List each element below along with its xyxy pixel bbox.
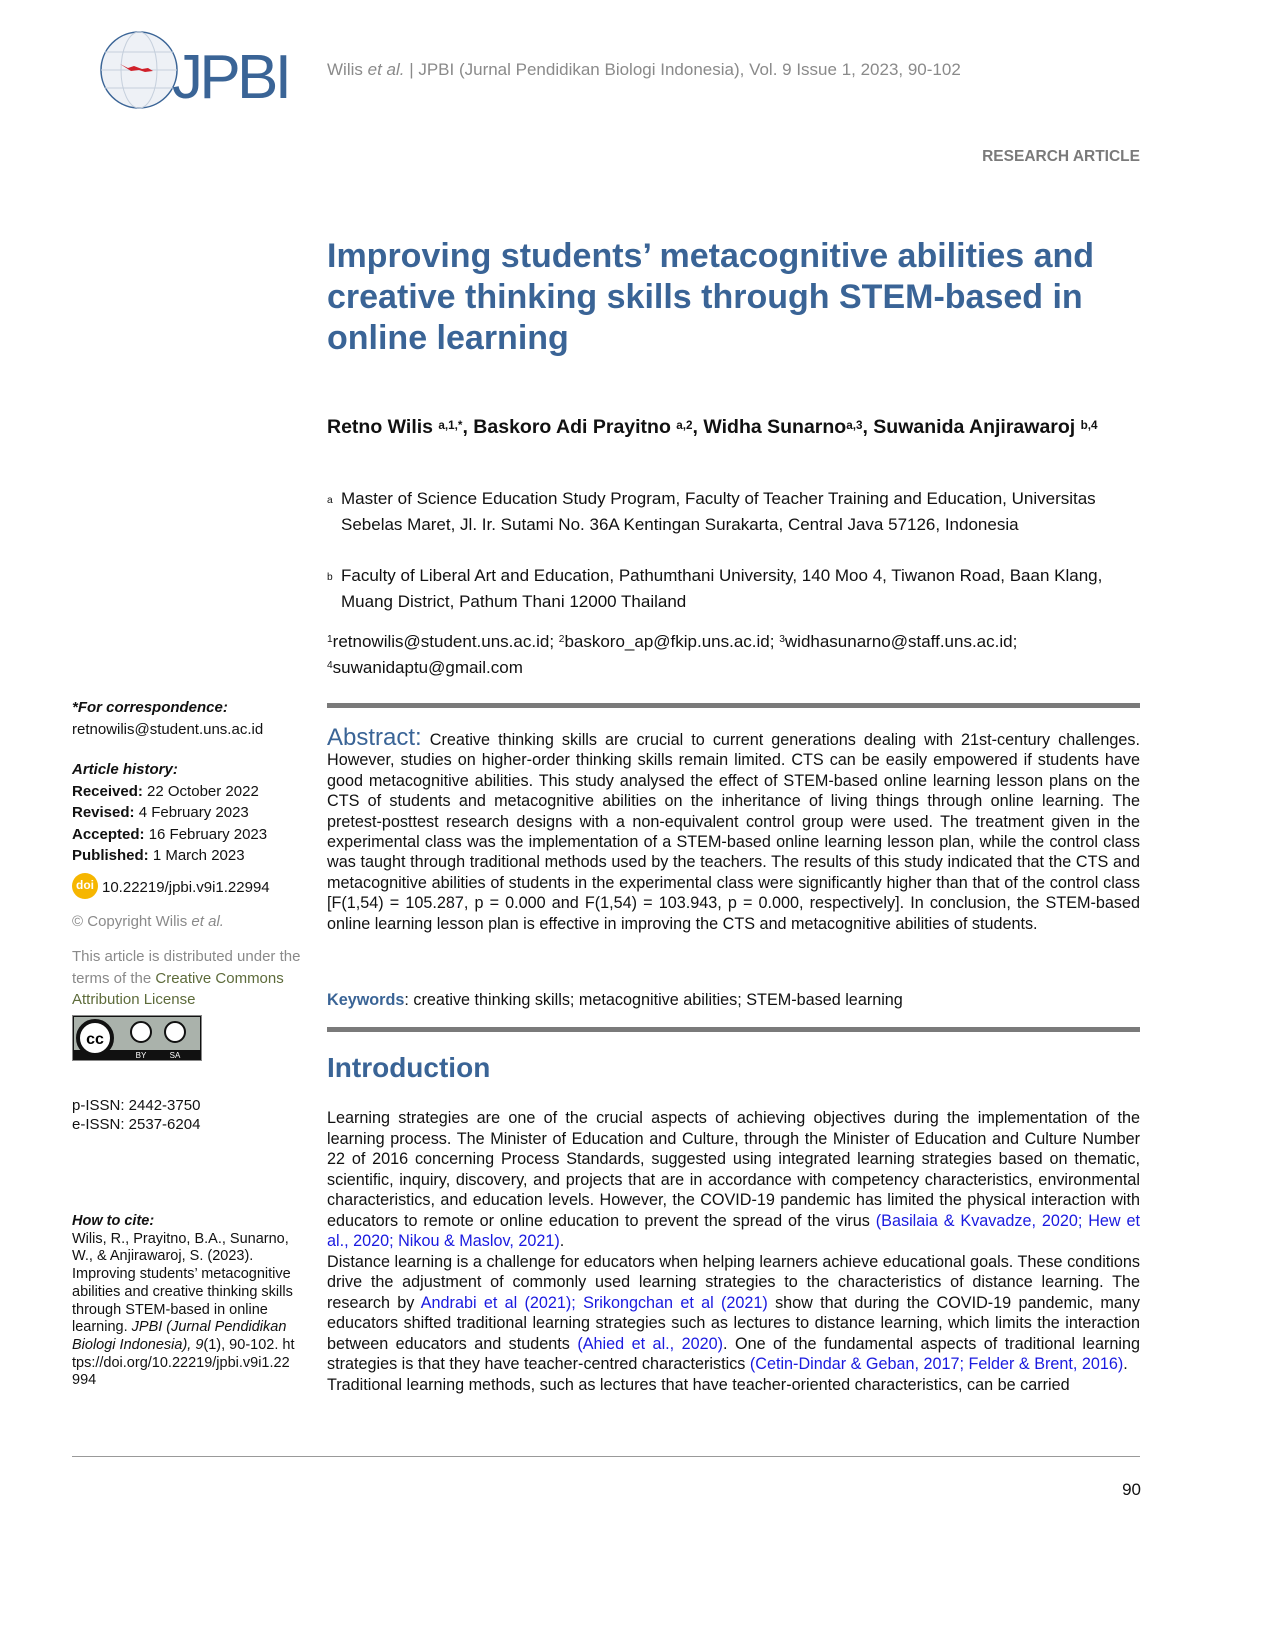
page-number: 90 — [1122, 1480, 1141, 1499]
license-text: This article is distributed under the terms of the Creative Commons Attribution License — [72, 948, 301, 1008]
jpbi-logo — [100, 28, 300, 112]
citation-link[interactable]: Andrabi et al (2021); Srikongchan et al (2021) — [420, 1293, 768, 1312]
citation-link[interactable]: (Ahied et al., 2020) — [577, 1334, 724, 1353]
doi-link[interactable]: 10.22219/jpbi.v9i1.22994 — [102, 879, 270, 896]
history-revised: Revised: 4 February 2023 — [72, 804, 249, 821]
license-link[interactable]: Creative Commons Attribution License — [72, 969, 284, 1008]
abstract-label: Abstract: — [327, 724, 422, 751]
copyright-icon: © — [72, 912, 84, 930]
history-accepted: Accepted: 16 February 2023 — [72, 825, 268, 843]
svg-text:BY: BY — [135, 1050, 147, 1060]
abstract: Abstract: Creative thinking skills are crucial to current generations dealing with 21st-century challenges. However, studies on higher-order thinking skills remain limited. CTS can be easily empowered if students have good metacognitive abilities. This study analysed the effect of STEM-based online learning lesson plans on the CTS of students and metacognitive abilities on the inheritance of living things through online learning. The pretest-posttest research designs with a non-equivalent control group were used. The treatment given in the experimental class was the implementation of a STEM-based online learning lesson plan, while the control class was taught through traditional methods used by the teachers. The results of this study indicated that the CTS and metacognitive abilities of students in the experimental class were significantly higher than that of the control class [F(1,54) = 105.287, p = 0.000 and F(1,54) = 103.943, p = 0.000, respectively]. In conclusion, the STEM-based online learning lesson plan is effective in improving the CTS and metacognitive abilities of students. — [327, 724, 1140, 933]
footer-divider — [72, 1456, 1140, 1457]
sidebar: *For correspondence: retnowilis@student.uns.ac.id Article history: Received: 22 October 2022 Revised: 4 February 2023 Accepted: 16 February 2023 Published: 1 March 2023 doi 10.22219/jpbi.v9i1.22994 © Copyright Wilis et al. This article is distributed under the terms of the Creative Commons Attribution License cc BY SA p-ISSN: 2442-3750 e-ISSN: 2537-6204 — [72, 699, 301, 1133]
correspondence-email[interactable]: retnowilis@student.uns.ac.id — [72, 720, 264, 738]
divider — [327, 1027, 1140, 1032]
citation-link[interactable]: (Cetin-Dindar & Geban, 2017; Felder & Brent, 2016) — [749, 1355, 1124, 1373]
article-title: Improving students’ metacognitive abilities and creative thinking skills through STEM-based in online learning — [327, 237, 1095, 357]
history-received: Received: 22 October 2022 — [72, 782, 259, 800]
svg-text:cc: cc — [86, 1030, 104, 1048]
paragraph: Distance learning is a challenge for educators when helping learners achieve educational goals. These conditions drive the adjustment of commonly used learning strategies to the characteristics of distance learning. The research by Andrabi et al (2021); Srikongchan et al (2021) show that during the COVID-19 pandemic, many educators shifted traditional learning strategies such as lectures to distance learning, which limits the interaction between educators and students (Ahied et al., 2020). One of the fundamental aspects of traditional learning strategies is that they have teacher-centred characteristics (Cetin-Dindar & Geban, 2017; Felder & Brent, 2016). — [327, 1252, 1140, 1373]
paragraph: Learning strategies are one of the crucial aspects of achieving objectives during the implementation of the learning process. The Minister of Education and Culture, through the Minister of Education and Culture Number 22 of 2016 concerning Process Standards, suggested using integrated learning strategies based on thematic, scientific, inquiry, discovery, and projects that are in accordance with competency characteristics, environmental characteristics, and education levels. However, the COVID-19 pandemic has limited the physical interaction with educators to remote or online education to prevent the spread of the virus (Basilaia & Kvavadze, 2020; Hew et al., 2020; Nikou & Maslov, 2021). — [327, 1109, 1140, 1250]
doi-icon: doi — [72, 873, 98, 899]
history-published: Published: 1 March 2023 — [72, 847, 245, 864]
affiliation-b: b Faculty of Liberal Art and Education, Pathumthani University, 140 Moo 4, Tiwanon Road, Baan Klang, Muang District, Pathum Thani 12000 Thailand — [327, 566, 1103, 611]
article-type: RESEARCH ARTICLE — [982, 148, 1140, 165]
introduction-body — [327, 1108, 1140, 1395]
citation-link[interactable]: (Basilaia & Kvavadze, 2020; Hew et al., 2020; Nikou & Maslov, 2021) — [327, 1211, 1140, 1250]
running-head: Wilis et al. | JPBI (Jurnal Pendidikan Biologi Indonesia), Vol. 9 Issue 1, 2023, 90-102 — [327, 60, 961, 79]
paragraph: Traditional learning methods, such as lectures that have teacher-oriented characteristics, can be carried — [327, 1375, 1070, 1394]
how-to-cite: How to cite: Wilis, R., Prayitno, B.A., Sunarno, W., & Anjirawaroj, S. (2023). Improving students’ metacognitive abilities and creative thinking skills through STEM-based in online learning. JPBI (Jurnal Pendidikan Biologi Indonesia), 9(1), 90-102. https://doi.org/10.22219/jpbi.v9i1.22994 — [72, 1213, 295, 1389]
author-emails: $^1$retnowilis@student.uns.ac.id; $^2$baskoro_ap@fkip.uns.ac.id; $^3$widhasunarno@staff.uns.ac.id; $^4$suwanidaptu@gmail.com — [327, 632, 1018, 677]
section-heading-introduction: Introduction — [327, 1052, 491, 1083]
doi-row — [72, 873, 302, 899]
svg-text:JPBI: JPBI — [172, 43, 292, 112]
author-list: Retno Wilis $^{a,1,*}$, Baskoro Adi Prayitno $^{a,2}$, Widha Sunarno$^{a,3}$, Suwanida Anjirawaroj $^{b,4}$ — [327, 416, 1098, 438]
keywords: Keywords: creative thinking skills; metacognitive abilities; STEM-based learning — [327, 991, 903, 1009]
cc-by-sa-badge-icon[interactable] — [72, 1015, 202, 1061]
divider — [327, 703, 1140, 708]
affiliation-a: a Master of Science Education Study Program, Faculty of Teacher Training and Education, Universitas Sebelas Maret, Jl. Ir. Sutami No. 36A Kentingan Surakarta, Central Java 57126, Indonesia — [327, 489, 1096, 534]
copyright: © Copyright Wilis et al. — [72, 912, 224, 930]
cite-doi-link[interactable]: https://doi.org/10.22219/jpbi.v9i1.22994 — [72, 1336, 295, 1389]
issn: p-ISSN: 2442-3750 e-ISSN: 2537-6204 — [72, 1096, 201, 1133]
svg-text:SA: SA — [169, 1050, 181, 1060]
